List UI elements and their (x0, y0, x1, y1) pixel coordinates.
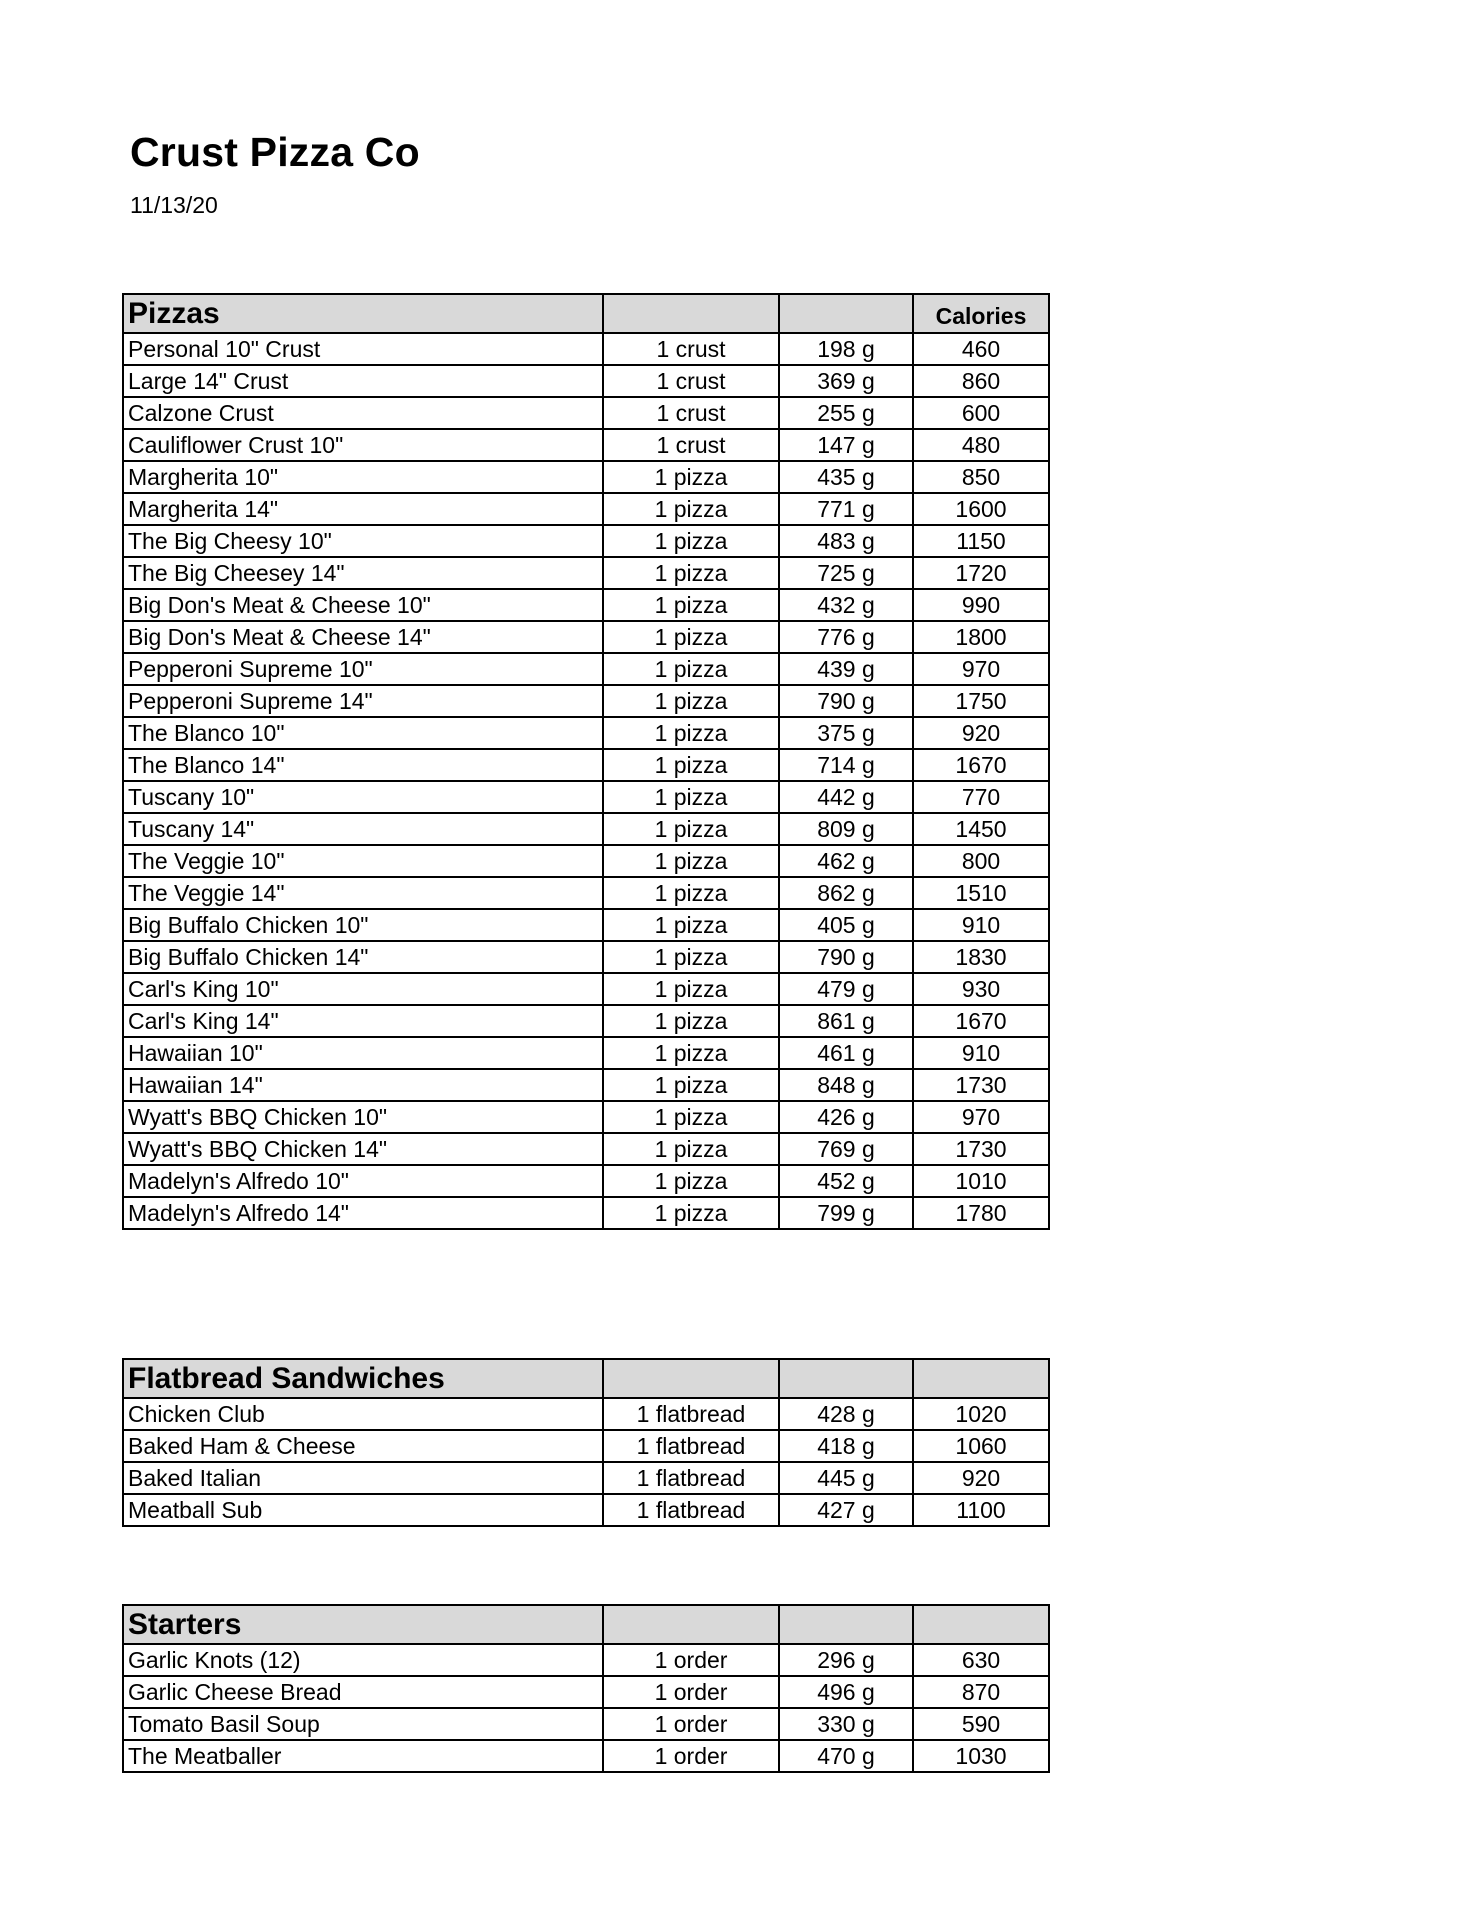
calories-cell: 860 (913, 365, 1049, 397)
table-row (123, 1676, 1049, 1708)
item-name-cell: The Veggie 10" (123, 845, 603, 877)
serving-size-cell: 1 order (603, 1708, 779, 1740)
table-row (123, 1005, 1049, 1037)
table-row (123, 653, 1049, 685)
calories-cell: 480 (913, 429, 1049, 461)
item-name-cell: Tuscany 14" (123, 813, 603, 845)
weight-cell: 771 g (779, 493, 913, 525)
item-name-cell: Madelyn's Alfredo 10" (123, 1165, 603, 1197)
weight-header-cell (779, 1605, 913, 1644)
weight-cell: 147 g (779, 429, 913, 461)
table-row (123, 717, 1049, 749)
serving-size-cell: 1 pizza (603, 813, 779, 845)
item-name-cell: Carl's King 10" (123, 973, 603, 1005)
section-title: Pizzas (123, 294, 603, 333)
weight-cell: 496 g (779, 1676, 913, 1708)
table-row (123, 1133, 1049, 1165)
calories-cell: 910 (913, 909, 1049, 941)
serving-header-cell (603, 1605, 779, 1644)
serving-size-cell: 1 pizza (603, 653, 779, 685)
pizzas-table (122, 293, 1050, 1230)
serving-size-cell: 1 flatbread (603, 1462, 779, 1494)
weight-cell: 725 g (779, 557, 913, 589)
item-name-cell: Wyatt's BBQ Chicken 10" (123, 1101, 603, 1133)
serving-size-cell: 1 pizza (603, 749, 779, 781)
weight-cell: 432 g (779, 589, 913, 621)
weight-cell: 714 g (779, 749, 913, 781)
calories-cell: 1150 (913, 525, 1049, 557)
weight-cell: 330 g (779, 1708, 913, 1740)
table-row (123, 493, 1049, 525)
item-name-cell: Garlic Cheese Bread (123, 1676, 603, 1708)
serving-size-cell: 1 pizza (603, 621, 779, 653)
table-row (123, 1462, 1049, 1494)
calories-cell: 990 (913, 589, 1049, 621)
table-row (123, 525, 1049, 557)
serving-size-cell: 1 pizza (603, 1069, 779, 1101)
serving-size-cell: 1 pizza (603, 685, 779, 717)
serving-size-cell: 1 pizza (603, 877, 779, 909)
weight-cell: 461 g (779, 1037, 913, 1069)
calories-cell: 1730 (913, 1133, 1049, 1165)
serving-size-cell: 1 pizza (603, 589, 779, 621)
serving-header-cell (603, 294, 779, 333)
item-name-cell: Personal 10" Crust (123, 333, 603, 365)
weight-cell: 848 g (779, 1069, 913, 1101)
calories-cell: 1450 (913, 813, 1049, 845)
calories-cell: 970 (913, 653, 1049, 685)
serving-size-cell: 1 pizza (603, 973, 779, 1005)
item-name-cell: Meatball Sub (123, 1494, 603, 1526)
weight-cell: 861 g (779, 1005, 913, 1037)
weight-cell: 435 g (779, 461, 913, 493)
table-row (123, 781, 1049, 813)
calories-cell: 1100 (913, 1494, 1049, 1526)
item-name-cell: Baked Ham & Cheese (123, 1430, 603, 1462)
weight-header-cell (779, 1359, 913, 1398)
calories-cell: 1830 (913, 941, 1049, 973)
weight-cell: 479 g (779, 973, 913, 1005)
table-row (123, 973, 1049, 1005)
calories-cell: 1750 (913, 685, 1049, 717)
weight-cell: 445 g (779, 1462, 913, 1494)
weight-cell: 799 g (779, 1197, 913, 1229)
calories-cell: 930 (913, 973, 1049, 1005)
serving-size-cell: 1 pizza (603, 1101, 779, 1133)
calories-header-cell: Calories (913, 294, 1049, 333)
item-name-cell: Hawaiian 10" (123, 1037, 603, 1069)
table-row (123, 621, 1049, 653)
serving-size-cell: 1 pizza (603, 525, 779, 557)
table-row (123, 429, 1049, 461)
table-row (123, 749, 1049, 781)
calories-cell: 630 (913, 1644, 1049, 1676)
table-row (123, 557, 1049, 589)
weight-cell: 452 g (779, 1165, 913, 1197)
section-title: Starters (123, 1605, 603, 1644)
serving-size-cell: 1 pizza (603, 717, 779, 749)
table-row (123, 1165, 1049, 1197)
section-header-row (123, 1605, 1049, 1644)
section-header-row (123, 1359, 1049, 1398)
calories-cell: 1780 (913, 1197, 1049, 1229)
table-row (123, 1069, 1049, 1101)
calories-cell: 1010 (913, 1165, 1049, 1197)
serving-size-cell: 1 order (603, 1740, 779, 1772)
serving-size-cell: 1 pizza (603, 845, 779, 877)
serving-size-cell: 1 flatbread (603, 1430, 779, 1462)
item-name-cell: Pepperoni Supreme 10" (123, 653, 603, 685)
item-name-cell: Baked Italian (123, 1462, 603, 1494)
weight-cell: 776 g (779, 621, 913, 653)
table-row (123, 461, 1049, 493)
item-name-cell: Madelyn's Alfredo 14" (123, 1197, 603, 1229)
item-name-cell: Big Don's Meat & Cheese 14" (123, 621, 603, 653)
calories-cell: 920 (913, 1462, 1049, 1494)
item-name-cell: Large 14" Crust (123, 365, 603, 397)
table-row (123, 589, 1049, 621)
table-row (123, 1398, 1049, 1430)
serving-header-cell (603, 1359, 779, 1398)
item-name-cell: The Big Cheesy 10" (123, 525, 603, 557)
flatbread-sandwiches-table (122, 1358, 1050, 1527)
serving-size-cell: 1 pizza (603, 1197, 779, 1229)
serving-size-cell: 1 pizza (603, 1133, 779, 1165)
weight-cell: 255 g (779, 397, 913, 429)
item-name-cell: Tuscany 10" (123, 781, 603, 813)
table-row (123, 1430, 1049, 1462)
table-row (123, 1197, 1049, 1229)
item-name-cell: The Veggie 14" (123, 877, 603, 909)
table-row (123, 1740, 1049, 1772)
serving-size-cell: 1 pizza (603, 1037, 779, 1069)
weight-cell: 769 g (779, 1133, 913, 1165)
serving-size-cell: 1 pizza (603, 461, 779, 493)
serving-size-cell: 1 crust (603, 397, 779, 429)
weight-cell: 483 g (779, 525, 913, 557)
item-name-cell: The Blanco 10" (123, 717, 603, 749)
weight-cell: 198 g (779, 333, 913, 365)
table-row (123, 1708, 1049, 1740)
table-row (123, 813, 1049, 845)
table-row (123, 1494, 1049, 1526)
calories-cell: 970 (913, 1101, 1049, 1133)
item-name-cell: Carl's King 14" (123, 1005, 603, 1037)
calories-cell: 1670 (913, 749, 1049, 781)
calories-cell: 590 (913, 1708, 1049, 1740)
weight-cell: 405 g (779, 909, 913, 941)
item-name-cell: The Big Cheesey 14" (123, 557, 603, 589)
weight-cell: 426 g (779, 1101, 913, 1133)
item-name-cell: Cauliflower Crust 10" (123, 429, 603, 461)
calories-cell: 1730 (913, 1069, 1049, 1101)
calories-cell: 1060 (913, 1430, 1049, 1462)
item-name-cell: Chicken Club (123, 1398, 603, 1430)
table-row (123, 1644, 1049, 1676)
serving-size-cell: 1 pizza (603, 557, 779, 589)
table-row (123, 941, 1049, 973)
weight-cell: 790 g (779, 941, 913, 973)
calories-cell: 770 (913, 781, 1049, 813)
calories-cell: 800 (913, 845, 1049, 877)
weight-cell: 418 g (779, 1430, 913, 1462)
table-row (123, 365, 1049, 397)
table-row (123, 877, 1049, 909)
item-name-cell: Pepperoni Supreme 14" (123, 685, 603, 717)
serving-size-cell: 1 pizza (603, 1005, 779, 1037)
weight-cell: 790 g (779, 685, 913, 717)
weight-cell: 809 g (779, 813, 913, 845)
weight-cell: 427 g (779, 1494, 913, 1526)
weight-header-cell (779, 294, 913, 333)
section-header-row (123, 294, 1049, 333)
calories-cell: 910 (913, 1037, 1049, 1069)
calories-cell: 920 (913, 717, 1049, 749)
item-name-cell: Big Don's Meat & Cheese 10" (123, 589, 603, 621)
weight-cell: 462 g (779, 845, 913, 877)
table-row (123, 685, 1049, 717)
calories-cell: 1030 (913, 1740, 1049, 1772)
weight-cell: 375 g (779, 717, 913, 749)
weight-cell: 439 g (779, 653, 913, 685)
serving-size-cell: 1 order (603, 1676, 779, 1708)
calories-cell: 1800 (913, 621, 1049, 653)
item-name-cell: Big Buffalo Chicken 10" (123, 909, 603, 941)
calories-cell: 460 (913, 333, 1049, 365)
calories-cell: 850 (913, 461, 1049, 493)
item-name-cell: Garlic Knots (12) (123, 1644, 603, 1676)
calories-cell: 1600 (913, 493, 1049, 525)
weight-cell: 428 g (779, 1398, 913, 1430)
calories-header-cell (913, 1359, 1049, 1398)
serving-size-cell: 1 pizza (603, 941, 779, 973)
weight-cell: 296 g (779, 1644, 913, 1676)
table-row (123, 333, 1049, 365)
weight-cell: 470 g (779, 1740, 913, 1772)
item-name-cell: The Meatballer (123, 1740, 603, 1772)
table-row (123, 1101, 1049, 1133)
page-title: Crust Pizza Co (130, 129, 420, 175)
calories-header-cell (913, 1605, 1049, 1644)
calories-cell: 870 (913, 1676, 1049, 1708)
serving-size-cell: 1 pizza (603, 493, 779, 525)
table-row (123, 397, 1049, 429)
item-name-cell: Hawaiian 14" (123, 1069, 603, 1101)
serving-size-cell: 1 pizza (603, 909, 779, 941)
calories-cell: 1670 (913, 1005, 1049, 1037)
section-title: Flatbread Sandwiches (123, 1359, 603, 1398)
weight-cell: 442 g (779, 781, 913, 813)
calories-cell: 1720 (913, 557, 1049, 589)
item-name-cell: Wyatt's BBQ Chicken 14" (123, 1133, 603, 1165)
serving-size-cell: 1 flatbread (603, 1398, 779, 1430)
serving-size-cell: 1 pizza (603, 1165, 779, 1197)
item-name-cell: Tomato Basil Soup (123, 1708, 603, 1740)
document-date: 11/13/20 (130, 192, 218, 218)
item-name-cell: Big Buffalo Chicken 14" (123, 941, 603, 973)
serving-size-cell: 1 flatbread (603, 1494, 779, 1526)
table-row (123, 845, 1049, 877)
table-row (123, 1037, 1049, 1069)
item-name-cell: Margherita 10" (123, 461, 603, 493)
calories-cell: 600 (913, 397, 1049, 429)
item-name-cell: Margherita 14" (123, 493, 603, 525)
serving-size-cell: 1 crust (603, 365, 779, 397)
weight-cell: 369 g (779, 365, 913, 397)
calories-cell: 1020 (913, 1398, 1049, 1430)
serving-size-cell: 1 crust (603, 429, 779, 461)
item-name-cell: The Blanco 14" (123, 749, 603, 781)
serving-size-cell: 1 order (603, 1644, 779, 1676)
item-name-cell: Calzone Crust (123, 397, 603, 429)
serving-size-cell: 1 crust (603, 333, 779, 365)
starters-table (122, 1604, 1050, 1773)
serving-size-cell: 1 pizza (603, 781, 779, 813)
weight-cell: 862 g (779, 877, 913, 909)
calories-cell: 1510 (913, 877, 1049, 909)
table-row (123, 909, 1049, 941)
